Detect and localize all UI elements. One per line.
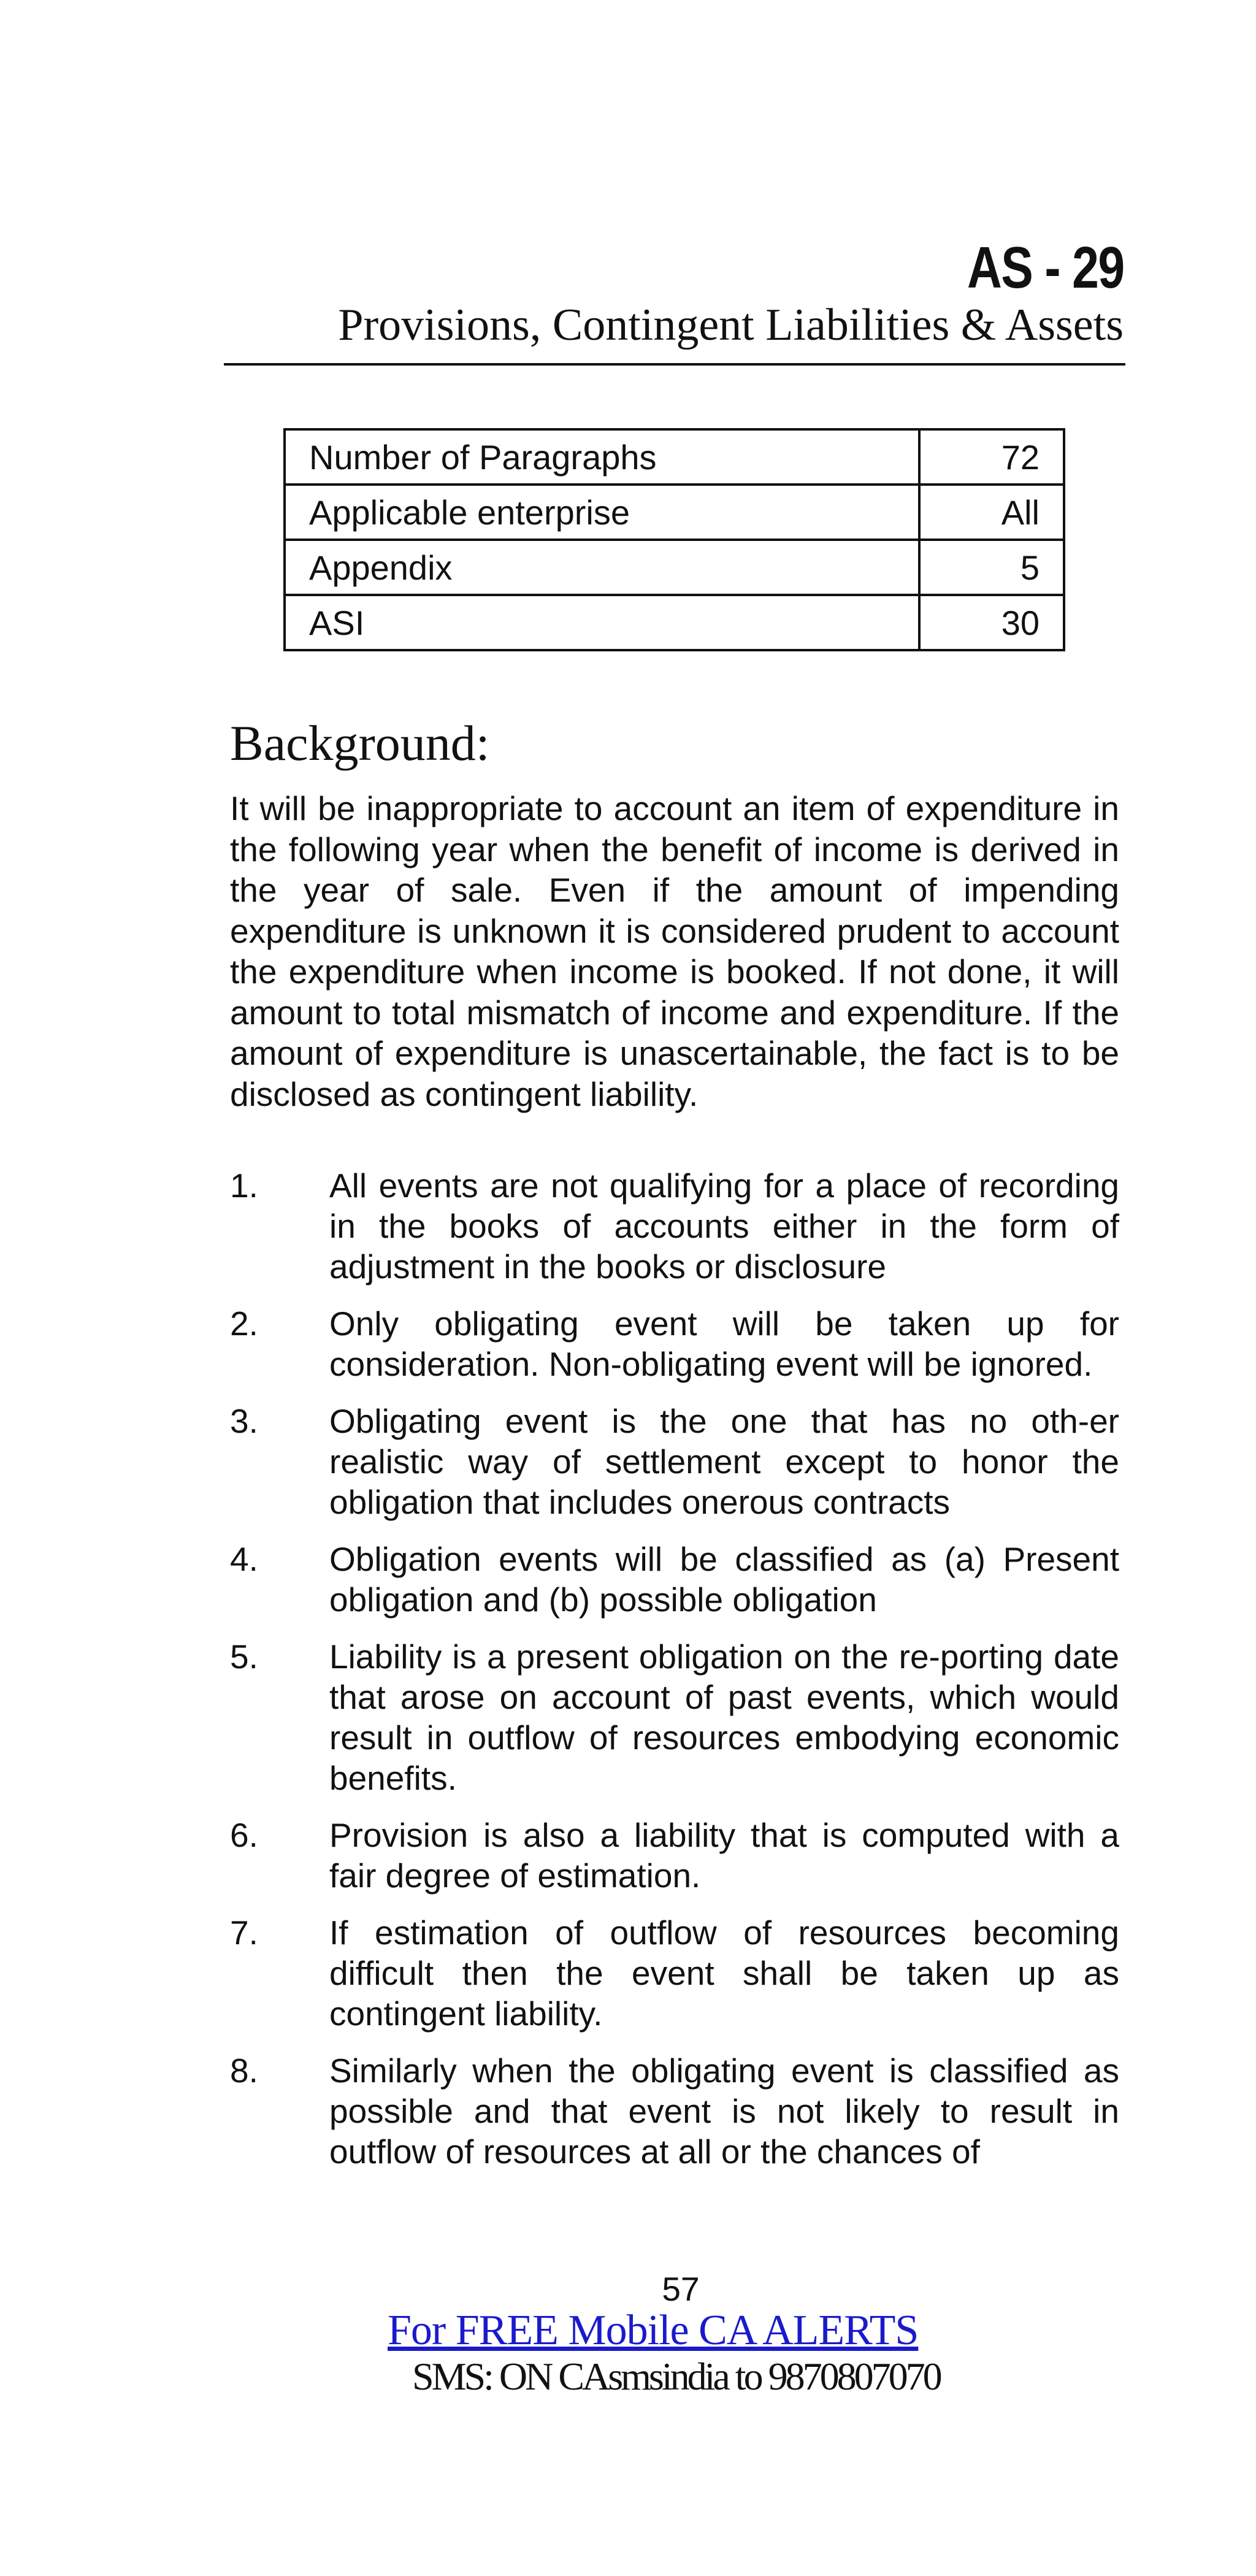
table-cell-label: Appendix [285, 540, 919, 595]
list-item [230, 1165, 1119, 1287]
list-item-text: Obligating event is the one that has no oth-er realistic way of settlement except to honor the obligation that includes onerous contracts [329, 1402, 1119, 1521]
list-item-number: 5. [230, 1638, 258, 1676]
list-item-number: 3. [230, 1402, 258, 1440]
table-row [285, 595, 1064, 650]
list-item-number: 6. [230, 1816, 258, 1854]
page-number: 57 [662, 2270, 700, 2308]
table-row [285, 540, 1064, 595]
list-item-number: 8. [230, 2052, 258, 2090]
list-item-number: 4. [230, 1540, 258, 1578]
list-item-number: 7. [230, 1914, 258, 1952]
table-cell-value: 72 [919, 429, 1064, 485]
numbered-list [230, 1165, 1119, 2188]
standard-info-table [283, 428, 1065, 651]
table-cell-value: All [919, 485, 1064, 540]
promo-alerts-link[interactable]: For FREE Mobile CA ALERTS [388, 2307, 919, 2354]
list-item-text: Only obligating event will be taken up for consideration. Non-obligating event will be ignored. [329, 1305, 1119, 1383]
list-item [230, 2050, 1119, 2172]
table-cell-label: Applicable enterprise [285, 485, 919, 540]
list-item-text: If estimation of outflow of resources becoming difficult then the event shall be taken up as contingent liability. [329, 1914, 1119, 2033]
table-cell-label: ASI [285, 595, 919, 650]
standard-title: Provisions, Contingent Liabilities & Assets [338, 300, 1124, 350]
table-cell-value: 30 [919, 595, 1064, 650]
table-row [285, 429, 1064, 485]
intro-paragraph: It will be inappropriate to account an item of expenditure in the following year when the benefit of income is derived in the year of sale. Even if the amount of impending expenditure is unknown it is considered prudent to account the expenditure when income is booked. If not done, it will amount to total mismatch of income and expenditure. If the amount of expenditure is unascertainable, the fact is to be disclosed as contingent liability. [230, 789, 1119, 1113]
list-item-number: 1. [230, 1167, 258, 1205]
list-item [230, 1815, 1119, 1896]
list-item [230, 1539, 1119, 1620]
list-item-text: Provision is also a liability that is computed with a fair degree of estimation. [329, 1816, 1119, 1895]
list-item [230, 1303, 1119, 1384]
list-item [230, 1636, 1119, 1798]
list-item-text: Similarly when the obligating event is classified as possible and that event is not likely to result in outflow of resources at all or the chances of [329, 2052, 1119, 2171]
header-divider [224, 363, 1125, 366]
list-item-text: Liability is a present obligation on the re-porting date that arose on account of past events, which would result in outflow of resources embodying economic benefits. [329, 1638, 1119, 1797]
list-item-text: All events are not qualifying for a place of recording in the books of accounts either in the form of adjustment in the books or disclosure [329, 1167, 1119, 1286]
standard-code: AS - 29 [967, 235, 1124, 301]
list-item [230, 1401, 1119, 1522]
list-item-number: 2. [230, 1305, 258, 1343]
table-row [285, 485, 1064, 540]
section-heading: Background: [230, 715, 490, 771]
table-cell-value: 5 [919, 540, 1064, 595]
list-item-text: Obligation events will be classified as (a) Present obligation and (b) possible obligation [329, 1540, 1119, 1619]
promo-sms-text: SMS: ON CAsmsindia to 9870807070 [412, 2355, 940, 2398]
list-item [230, 1912, 1119, 2034]
table-cell-label: Number of Paragraphs [285, 429, 919, 485]
